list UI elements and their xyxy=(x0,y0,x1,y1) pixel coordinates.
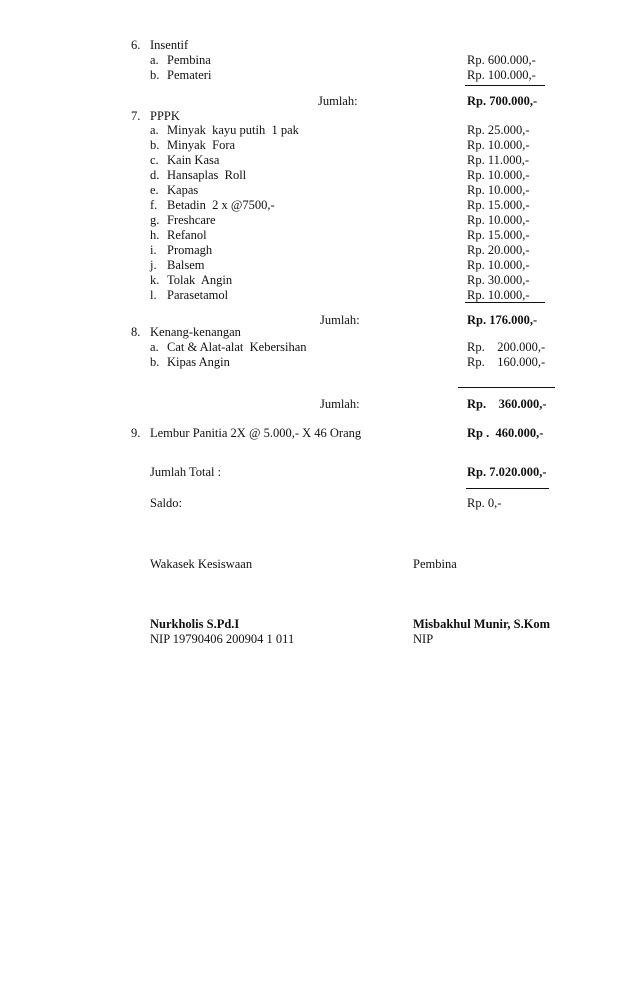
item-amount: Rp. 10.000,- xyxy=(467,138,530,152)
item-label: Parasetamol xyxy=(167,288,229,302)
section-9-amount: Rp . 460.000,- xyxy=(467,426,544,440)
item-label: Cat & Alat-alat Kebersihan xyxy=(167,340,307,354)
item-amount: Rp. 200.000,- xyxy=(467,340,546,354)
right-signatory-nip: NIP xyxy=(413,632,434,646)
item-label: Betadin 2 x @7500,- xyxy=(167,198,275,212)
section-8-total-rule xyxy=(458,387,555,388)
left-signatory-name: Nurkholis S.Pd.I xyxy=(150,617,240,631)
item-label: Hansaplas Roll xyxy=(167,168,247,182)
item-label: Freshcare xyxy=(167,213,216,227)
item-letter: a. xyxy=(150,123,159,137)
section-7-total-rule xyxy=(465,302,545,303)
section-9-text: Lembur Panitia 2X @ 5.000,- X 46 Orang xyxy=(150,426,362,440)
item-letter: j. xyxy=(150,258,157,272)
item-label: Tolak Angin xyxy=(167,273,233,287)
item-label: Minyak kayu putih 1 pak xyxy=(167,123,299,137)
item-amount: Rp. 10.000,- xyxy=(467,288,530,302)
item-letter: i. xyxy=(150,243,157,257)
item-amount: Rp. 10.000,- xyxy=(467,183,530,197)
item-amount: Rp. 10.000,- xyxy=(467,213,530,227)
item-label: Kain Kasa xyxy=(167,153,220,167)
item-letter: d. xyxy=(150,168,160,182)
saldo-amount: Rp. 0,- xyxy=(467,496,502,510)
section-8-title: Kenang-kenangan xyxy=(150,325,241,339)
item-label: Kapas xyxy=(167,183,199,197)
item-amount: Rp. 100.000,- xyxy=(467,68,536,82)
saldo-label: Saldo: xyxy=(150,496,182,510)
grand-total-label: Jumlah Total : xyxy=(150,465,222,479)
section-7-total: Rp. 176.000,- xyxy=(467,313,538,327)
section-9-number: 9. xyxy=(131,426,141,440)
item-letter: c. xyxy=(150,153,159,167)
grand-total-amount: Rp. 7.020.000,- xyxy=(467,465,547,479)
section-6-total: Rp. 700.000,- xyxy=(467,94,538,108)
item-letter: b. xyxy=(150,68,160,82)
section-6-title: Insentif xyxy=(150,38,189,52)
right-signatory-role: Pembina xyxy=(413,557,457,571)
section-7-total-label: Jumlah: xyxy=(320,313,360,327)
item-label: Pembina xyxy=(167,53,211,67)
section-8-total-label: Jumlah: xyxy=(320,397,360,411)
item-amount: Rp. 30.000,- xyxy=(467,273,530,287)
left-signatory-role: Wakasek Kesiswaan xyxy=(150,557,253,571)
item-letter: l. xyxy=(150,288,157,302)
item-amount: Rp. 15.000,- xyxy=(467,198,530,212)
item-label: Minyak Fora xyxy=(167,138,236,152)
section-8-total: Rp. 360.000,- xyxy=(467,397,547,411)
item-amount: Rp. 160.000,- xyxy=(467,355,546,369)
item-label: Balsem xyxy=(167,258,205,272)
item-letter: e. xyxy=(150,183,159,197)
section-6-total-rule xyxy=(465,85,545,86)
item-amount: Rp. 20.000,- xyxy=(467,243,530,257)
item-letter: b. xyxy=(150,355,160,369)
section-6-total-label: Jumlah: xyxy=(318,94,358,108)
item-amount: Rp. 25.000,- xyxy=(467,123,530,137)
item-amount: Rp. 11.000,- xyxy=(467,153,530,167)
left-signatory-nip: NIP 19790406 200904 1 011 xyxy=(150,632,295,646)
item-letter: a. xyxy=(150,53,159,67)
item-label: Pemateri xyxy=(167,68,212,82)
item-amount: Rp. 600.000,- xyxy=(467,53,536,67)
item-letter: a. xyxy=(150,340,159,354)
item-amount: Rp. 10.000,- xyxy=(467,168,530,182)
item-letter: f. xyxy=(150,198,158,212)
section-7-number: 7. xyxy=(131,109,141,123)
item-label: Kipas Angin xyxy=(167,355,230,369)
item-amount: Rp. 15.000,- xyxy=(467,228,530,242)
item-letter: k. xyxy=(150,273,160,287)
item-letter: g. xyxy=(150,213,160,227)
right-signatory-name: Misbakhul Munir, S.Kom xyxy=(413,617,551,631)
item-label: Promagh xyxy=(167,243,213,257)
item-label: Refanol xyxy=(167,228,207,242)
item-amount: Rp. 10.000,- xyxy=(467,258,530,272)
item-letter: b. xyxy=(150,138,160,152)
grand-total-rule xyxy=(466,488,549,489)
section-6-number: 6. xyxy=(131,38,141,52)
section-8-number: 8. xyxy=(131,325,141,339)
section-7-title: PPPK xyxy=(150,109,180,123)
item-letter: h. xyxy=(150,228,160,242)
